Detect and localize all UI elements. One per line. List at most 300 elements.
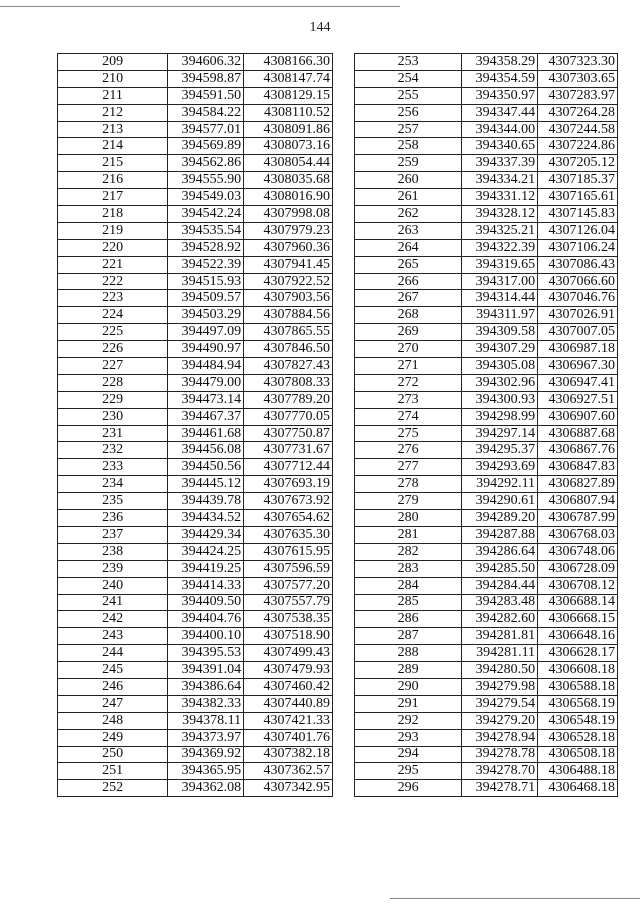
table-row <box>58 526 333 543</box>
x-coordinate-cell: 394279.20 <box>462 712 538 729</box>
y-coordinate-cell: 4307499.43 <box>244 645 333 662</box>
table-row <box>58 695 333 712</box>
point-number-cell: 241 <box>58 594 168 611</box>
point-number-cell: 296 <box>355 780 462 797</box>
x-coordinate-cell: 394347.44 <box>462 104 538 121</box>
x-coordinate-cell: 394293.69 <box>462 459 538 476</box>
point-number-cell: 228 <box>58 374 168 391</box>
table-row <box>355 273 618 290</box>
point-number-cell: 260 <box>355 172 462 189</box>
table-row <box>58 476 333 493</box>
point-number-cell: 224 <box>58 307 168 324</box>
y-coordinate-cell: 4308035.68 <box>244 172 333 189</box>
x-coordinate-cell: 394591.50 <box>168 87 244 104</box>
point-number-cell: 234 <box>58 476 168 493</box>
table-row <box>58 391 333 408</box>
y-coordinate-cell: 4308110.52 <box>244 104 333 121</box>
table-row <box>355 290 618 307</box>
point-number-cell: 278 <box>355 476 462 493</box>
y-coordinate-cell: 4307865.55 <box>244 324 333 341</box>
x-coordinate-cell: 394286.64 <box>462 543 538 560</box>
x-coordinate-cell: 394305.08 <box>462 358 538 375</box>
point-number-cell: 232 <box>58 442 168 459</box>
table-row <box>58 324 333 341</box>
point-number-cell: 284 <box>355 577 462 594</box>
x-coordinate-cell: 394279.98 <box>462 678 538 695</box>
x-coordinate-cell: 394309.58 <box>462 324 538 341</box>
point-number-cell: 222 <box>58 273 168 290</box>
point-number-cell: 277 <box>355 459 462 476</box>
point-number-cell: 279 <box>355 493 462 510</box>
y-coordinate-cell: 4307126.04 <box>538 222 618 239</box>
table-row <box>58 54 333 71</box>
x-coordinate-cell: 394479.00 <box>168 374 244 391</box>
point-number-cell: 212 <box>58 104 168 121</box>
y-coordinate-cell: 4307827.43 <box>244 358 333 375</box>
y-coordinate-cell: 4307007.05 <box>538 324 618 341</box>
point-number-cell: 253 <box>355 54 462 71</box>
point-number-cell: 292 <box>355 712 462 729</box>
y-coordinate-cell: 4306508.18 <box>538 746 618 763</box>
table-row <box>58 172 333 189</box>
x-coordinate-cell: 394606.32 <box>168 54 244 71</box>
y-coordinate-cell: 4306927.51 <box>538 391 618 408</box>
y-coordinate-cell: 4306827.89 <box>538 476 618 493</box>
y-coordinate-cell: 4308091.86 <box>244 121 333 138</box>
table-row <box>355 577 618 594</box>
y-coordinate-cell: 4307903.56 <box>244 290 333 307</box>
table-row <box>58 678 333 695</box>
y-coordinate-cell: 4307808.33 <box>244 374 333 391</box>
table-row <box>355 104 618 121</box>
point-number-cell: 281 <box>355 526 462 543</box>
y-coordinate-cell: 4306728.09 <box>538 560 618 577</box>
y-coordinate-cell: 4307615.95 <box>244 543 333 560</box>
y-coordinate-cell: 4307401.76 <box>244 729 333 746</box>
x-coordinate-cell: 394409.50 <box>168 594 244 611</box>
x-coordinate-cell: 394331.12 <box>462 189 538 206</box>
y-coordinate-cell: 4308129.15 <box>244 87 333 104</box>
table-row <box>355 189 618 206</box>
x-coordinate-cell: 394456.08 <box>168 442 244 459</box>
y-coordinate-cell: 4306528.18 <box>538 729 618 746</box>
y-coordinate-cell: 4306468.18 <box>538 780 618 797</box>
table-row <box>355 662 618 679</box>
point-number-cell: 221 <box>58 256 168 273</box>
x-coordinate-cell: 394450.56 <box>168 459 244 476</box>
table-row <box>58 425 333 442</box>
table-row <box>58 374 333 391</box>
y-coordinate-cell: 4307479.93 <box>244 662 333 679</box>
table-row <box>355 374 618 391</box>
y-coordinate-cell: 4306807.94 <box>538 493 618 510</box>
x-coordinate-cell: 394282.60 <box>462 611 538 628</box>
y-coordinate-cell: 4306887.68 <box>538 425 618 442</box>
x-coordinate-cell: 394549.03 <box>168 189 244 206</box>
table-row <box>355 459 618 476</box>
table-row <box>355 70 618 87</box>
point-number-cell: 291 <box>355 695 462 712</box>
x-coordinate-cell: 394362.08 <box>168 780 244 797</box>
point-number-cell: 258 <box>355 138 462 155</box>
y-coordinate-cell: 4307145.83 <box>538 206 618 223</box>
x-coordinate-cell: 394400.10 <box>168 628 244 645</box>
y-coordinate-cell: 4307538.35 <box>244 611 333 628</box>
x-coordinate-cell: 394395.53 <box>168 645 244 662</box>
x-coordinate-cell: 394365.95 <box>168 763 244 780</box>
point-number-cell: 236 <box>58 510 168 527</box>
table-row <box>58 628 333 645</box>
y-coordinate-cell: 4306867.76 <box>538 442 618 459</box>
y-coordinate-cell: 4306907.60 <box>538 408 618 425</box>
x-coordinate-cell: 394598.87 <box>168 70 244 87</box>
point-number-cell: 239 <box>58 560 168 577</box>
y-coordinate-cell: 4307382.18 <box>244 746 333 763</box>
y-coordinate-cell: 4307066.60 <box>538 273 618 290</box>
point-number-cell: 217 <box>58 189 168 206</box>
point-number-cell: 226 <box>58 341 168 358</box>
table-row <box>58 611 333 628</box>
x-coordinate-cell: 394298.99 <box>462 408 538 425</box>
y-coordinate-cell: 4307596.59 <box>244 560 333 577</box>
x-coordinate-cell: 394429.34 <box>168 526 244 543</box>
y-coordinate-cell: 4307086.43 <box>538 256 618 273</box>
point-number-cell: 240 <box>58 577 168 594</box>
table-row <box>355 645 618 662</box>
y-coordinate-cell: 4307518.90 <box>244 628 333 645</box>
y-coordinate-cell: 4307106.24 <box>538 239 618 256</box>
table-row <box>58 510 333 527</box>
table-row <box>58 189 333 206</box>
table-row <box>355 121 618 138</box>
point-number-cell: 225 <box>58 324 168 341</box>
x-coordinate-cell: 394424.25 <box>168 543 244 560</box>
table-row <box>58 341 333 358</box>
table-row <box>355 239 618 256</box>
point-number-cell: 248 <box>58 712 168 729</box>
y-coordinate-cell: 4306488.18 <box>538 763 618 780</box>
y-coordinate-cell: 4307244.58 <box>538 121 618 138</box>
x-coordinate-cell: 394467.37 <box>168 408 244 425</box>
x-coordinate-cell: 394322.39 <box>462 239 538 256</box>
y-coordinate-cell: 4306668.15 <box>538 611 618 628</box>
point-number-cell: 275 <box>355 425 462 442</box>
x-coordinate-cell: 394289.20 <box>462 510 538 527</box>
x-coordinate-cell: 394279.54 <box>462 695 538 712</box>
y-coordinate-cell: 4307635.30 <box>244 526 333 543</box>
table-row <box>58 256 333 273</box>
y-coordinate-cell: 4307731.67 <box>244 442 333 459</box>
y-coordinate-cell: 4307342.95 <box>244 780 333 797</box>
point-number-cell: 276 <box>355 442 462 459</box>
x-coordinate-cell: 394369.92 <box>168 746 244 763</box>
y-coordinate-cell: 4307185.37 <box>538 172 618 189</box>
y-coordinate-cell: 4308054.44 <box>244 155 333 172</box>
table-row <box>355 222 618 239</box>
x-coordinate-cell: 394319.65 <box>462 256 538 273</box>
point-number-cell: 238 <box>58 543 168 560</box>
coordinates-table-right <box>354 53 618 797</box>
y-coordinate-cell: 4307979.23 <box>244 222 333 239</box>
y-coordinate-cell: 4308073.16 <box>244 138 333 155</box>
point-number-cell: 246 <box>58 678 168 695</box>
x-coordinate-cell: 394569.89 <box>168 138 244 155</box>
table-row <box>355 763 618 780</box>
point-number-cell: 235 <box>58 493 168 510</box>
table-row <box>58 729 333 746</box>
point-number-cell: 209 <box>58 54 168 71</box>
y-coordinate-cell: 4307224.86 <box>538 138 618 155</box>
x-coordinate-cell: 394328.12 <box>462 206 538 223</box>
table-row <box>355 172 618 189</box>
x-coordinate-cell: 394278.94 <box>462 729 538 746</box>
x-coordinate-cell: 394386.64 <box>168 678 244 695</box>
x-coordinate-cell: 394542.24 <box>168 206 244 223</box>
table-row <box>58 493 333 510</box>
table-row <box>58 594 333 611</box>
x-coordinate-cell: 394281.11 <box>462 645 538 662</box>
y-coordinate-cell: 4307362.57 <box>244 763 333 780</box>
point-number-cell: 264 <box>355 239 462 256</box>
x-coordinate-cell: 394278.71 <box>462 780 538 797</box>
x-coordinate-cell: 394344.00 <box>462 121 538 138</box>
point-number-cell: 265 <box>355 256 462 273</box>
point-number-cell: 288 <box>355 645 462 662</box>
table-row <box>58 206 333 223</box>
point-number-cell: 266 <box>355 273 462 290</box>
x-coordinate-cell: 394473.14 <box>168 391 244 408</box>
point-number-cell: 255 <box>355 87 462 104</box>
x-coordinate-cell: 394292.11 <box>462 476 538 493</box>
table-row <box>355 678 618 695</box>
table-row <box>58 408 333 425</box>
y-coordinate-cell: 4307750.87 <box>244 425 333 442</box>
x-coordinate-cell: 394419.25 <box>168 560 244 577</box>
x-coordinate-cell: 394503.29 <box>168 307 244 324</box>
x-coordinate-cell: 394577.01 <box>168 121 244 138</box>
table-row <box>355 628 618 645</box>
y-coordinate-cell: 4307264.28 <box>538 104 618 121</box>
table-row <box>58 70 333 87</box>
x-coordinate-cell: 394278.78 <box>462 746 538 763</box>
x-coordinate-cell: 394490.97 <box>168 341 244 358</box>
point-number-cell: 286 <box>355 611 462 628</box>
x-coordinate-cell: 394497.09 <box>168 324 244 341</box>
table-row <box>58 121 333 138</box>
x-coordinate-cell: 394535.54 <box>168 222 244 239</box>
table-row <box>355 780 618 797</box>
x-coordinate-cell: 394325.21 <box>462 222 538 239</box>
table-row <box>355 746 618 763</box>
y-coordinate-cell: 4306987.18 <box>538 341 618 358</box>
table-row <box>355 307 618 324</box>
y-coordinate-cell: 4307421.33 <box>244 712 333 729</box>
table-row <box>355 391 618 408</box>
point-number-cell: 243 <box>58 628 168 645</box>
table-row <box>58 87 333 104</box>
x-coordinate-cell: 394311.97 <box>462 307 538 324</box>
y-coordinate-cell: 4306768.03 <box>538 526 618 543</box>
point-number-cell: 220 <box>58 239 168 256</box>
x-coordinate-cell: 394281.81 <box>462 628 538 645</box>
point-number-cell: 293 <box>355 729 462 746</box>
table-row <box>355 543 618 560</box>
x-coordinate-cell: 394445.12 <box>168 476 244 493</box>
x-coordinate-cell: 394334.21 <box>462 172 538 189</box>
point-number-cell: 216 <box>58 172 168 189</box>
point-number-cell: 230 <box>58 408 168 425</box>
point-number-cell: 215 <box>58 155 168 172</box>
x-coordinate-cell: 394358.29 <box>462 54 538 71</box>
point-number-cell: 233 <box>58 459 168 476</box>
table-row <box>355 442 618 459</box>
y-coordinate-cell: 4306967.30 <box>538 358 618 375</box>
y-coordinate-cell: 4307941.45 <box>244 256 333 273</box>
point-number-cell: 219 <box>58 222 168 239</box>
point-number-cell: 280 <box>355 510 462 527</box>
point-number-cell: 270 <box>355 341 462 358</box>
y-coordinate-cell: 4307460.42 <box>244 678 333 695</box>
y-coordinate-cell: 4307673.92 <box>244 493 333 510</box>
point-number-cell: 211 <box>58 87 168 104</box>
x-coordinate-cell: 394484.94 <box>168 358 244 375</box>
x-coordinate-cell: 394382.33 <box>168 695 244 712</box>
point-number-cell: 272 <box>355 374 462 391</box>
table-row <box>355 695 618 712</box>
table-row <box>355 729 618 746</box>
table-row <box>58 358 333 375</box>
point-number-cell: 268 <box>355 307 462 324</box>
point-number-cell: 290 <box>355 678 462 695</box>
point-number-cell: 257 <box>355 121 462 138</box>
table-row <box>58 780 333 797</box>
x-coordinate-cell: 394562.86 <box>168 155 244 172</box>
x-coordinate-cell: 394373.97 <box>168 729 244 746</box>
x-coordinate-cell: 394439.78 <box>168 493 244 510</box>
table-row <box>58 307 333 324</box>
x-coordinate-cell: 394280.50 <box>462 662 538 679</box>
x-coordinate-cell: 394284.44 <box>462 577 538 594</box>
x-coordinate-cell: 394378.11 <box>168 712 244 729</box>
x-coordinate-cell: 394295.37 <box>462 442 538 459</box>
table-row <box>355 526 618 543</box>
table-row <box>355 358 618 375</box>
y-coordinate-cell: 4307922.52 <box>244 273 333 290</box>
table-row <box>355 425 618 442</box>
point-number-cell: 295 <box>355 763 462 780</box>
y-coordinate-cell: 4306787.99 <box>538 510 618 527</box>
table-row <box>355 256 618 273</box>
y-coordinate-cell: 4307712.44 <box>244 459 333 476</box>
x-coordinate-cell: 394317.00 <box>462 273 538 290</box>
x-coordinate-cell: 394290.61 <box>462 493 538 510</box>
y-coordinate-cell: 4307998.08 <box>244 206 333 223</box>
y-coordinate-cell: 4307303.65 <box>538 70 618 87</box>
point-number-cell: 245 <box>58 662 168 679</box>
y-coordinate-cell: 4306708.12 <box>538 577 618 594</box>
table-row <box>355 510 618 527</box>
x-coordinate-cell: 394354.59 <box>462 70 538 87</box>
table-row <box>58 746 333 763</box>
y-coordinate-cell: 4307693.19 <box>244 476 333 493</box>
table-row <box>355 155 618 172</box>
point-number-cell: 237 <box>58 526 168 543</box>
coordinates-table-left <box>57 53 333 797</box>
table-row <box>355 560 618 577</box>
table-row <box>355 324 618 341</box>
x-coordinate-cell: 394283.48 <box>462 594 538 611</box>
table-row <box>58 273 333 290</box>
table-row <box>355 493 618 510</box>
y-coordinate-cell: 4307205.12 <box>538 155 618 172</box>
point-number-cell: 250 <box>58 746 168 763</box>
point-number-cell: 256 <box>355 104 462 121</box>
x-coordinate-cell: 394297.14 <box>462 425 538 442</box>
table-row <box>58 442 333 459</box>
x-coordinate-cell: 394404.76 <box>168 611 244 628</box>
x-coordinate-cell: 394584.22 <box>168 104 244 121</box>
y-coordinate-cell: 4307789.20 <box>244 391 333 408</box>
point-number-cell: 274 <box>355 408 462 425</box>
table-row <box>355 54 618 71</box>
y-coordinate-cell: 4307577.20 <box>244 577 333 594</box>
table-row <box>58 763 333 780</box>
point-number-cell: 242 <box>58 611 168 628</box>
table-row <box>58 543 333 560</box>
point-number-cell: 249 <box>58 729 168 746</box>
y-coordinate-cell: 4307846.50 <box>244 341 333 358</box>
table-row <box>58 577 333 594</box>
y-coordinate-cell: 4306548.19 <box>538 712 618 729</box>
point-number-cell: 252 <box>58 780 168 797</box>
x-coordinate-cell: 394522.39 <box>168 256 244 273</box>
point-number-cell: 247 <box>58 695 168 712</box>
y-coordinate-cell: 4308147.74 <box>244 70 333 87</box>
table-row <box>355 712 618 729</box>
point-number-cell: 259 <box>355 155 462 172</box>
point-number-cell: 244 <box>58 645 168 662</box>
point-number-cell: 267 <box>355 290 462 307</box>
table-row <box>58 239 333 256</box>
table-row <box>58 662 333 679</box>
y-coordinate-cell: 4306588.18 <box>538 678 618 695</box>
point-number-cell: 294 <box>355 746 462 763</box>
point-number-cell: 223 <box>58 290 168 307</box>
y-coordinate-cell: 4306648.16 <box>538 628 618 645</box>
x-coordinate-cell: 394509.57 <box>168 290 244 307</box>
y-coordinate-cell: 4307884.56 <box>244 307 333 324</box>
point-number-cell: 231 <box>58 425 168 442</box>
x-coordinate-cell: 394307.29 <box>462 341 538 358</box>
x-coordinate-cell: 394555.90 <box>168 172 244 189</box>
y-coordinate-cell: 4307440.89 <box>244 695 333 712</box>
table-row <box>355 594 618 611</box>
point-number-cell: 210 <box>58 70 168 87</box>
x-coordinate-cell: 394391.04 <box>168 662 244 679</box>
header-rule <box>0 6 400 7</box>
point-number-cell: 214 <box>58 138 168 155</box>
point-number-cell: 251 <box>58 763 168 780</box>
x-coordinate-cell: 394278.70 <box>462 763 538 780</box>
footer-rule <box>390 898 640 899</box>
point-number-cell: 254 <box>355 70 462 87</box>
y-coordinate-cell: 4307654.62 <box>244 510 333 527</box>
x-coordinate-cell: 394314.44 <box>462 290 538 307</box>
y-coordinate-cell: 4307283.97 <box>538 87 618 104</box>
table-row <box>58 459 333 476</box>
y-coordinate-cell: 4306748.06 <box>538 543 618 560</box>
x-coordinate-cell: 394515.93 <box>168 273 244 290</box>
